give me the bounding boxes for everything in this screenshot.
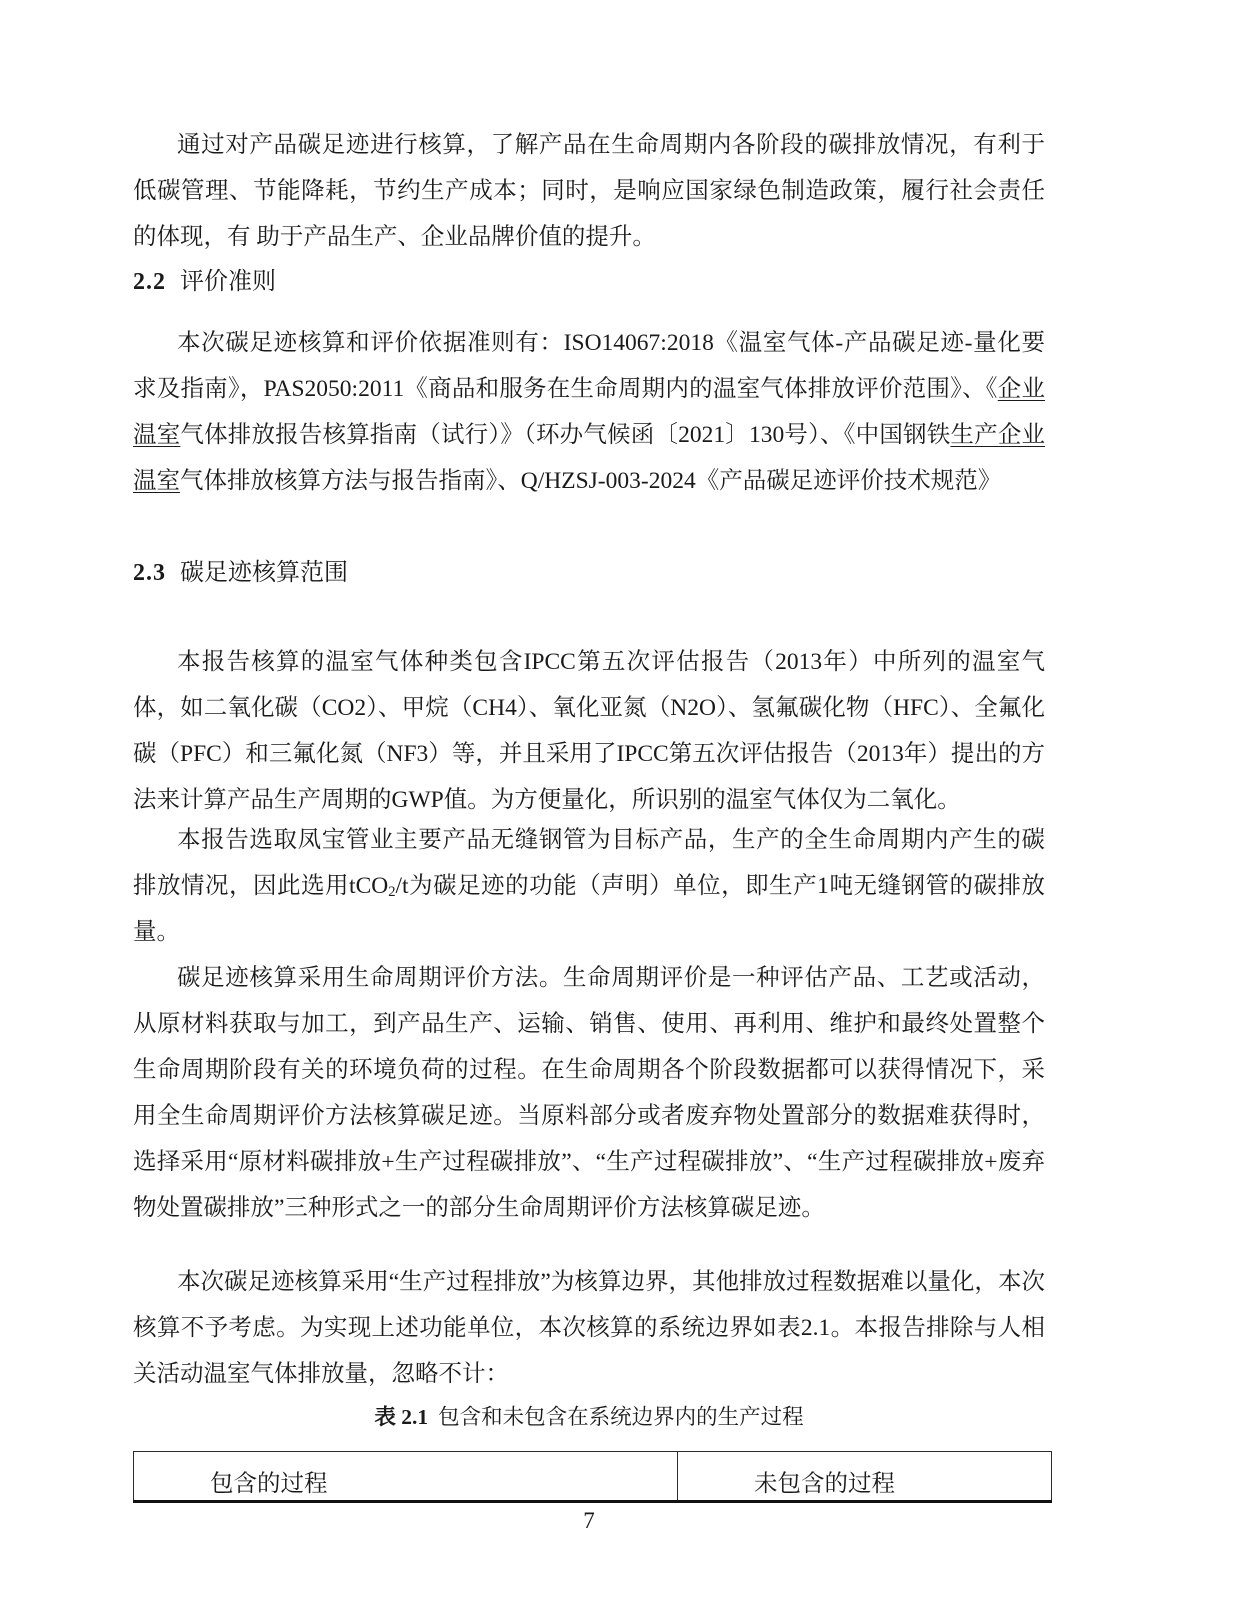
table-header-included-process: 包含的过程	[134, 1452, 678, 1502]
heading-2-3	[133, 550, 1045, 596]
table-header-excluded-process: 未包含的过程	[678, 1452, 1052, 1502]
table-caption-text: 包含和未包含在系统边界内的生产过程	[438, 1405, 804, 1429]
paragraph-evaluation-standards	[133, 320, 1045, 504]
paragraph-functional-unit	[133, 817, 1045, 955]
table-2-1	[133, 1451, 1052, 1503]
underlined-text-2: 生产企业温室	[133, 422, 1046, 494]
standards-text-segment-b: 气体排放报告核算指南（试行）》（环办气候函〔2021〕130号）、《中国钢铁	[180, 422, 951, 448]
underlined-text-1: 企业温室	[133, 376, 1046, 448]
paragraph-lca-method: 碳足迹核算采用生命周期评价方法。生命周期评价是一种评估产品、工艺或活动，从原材料获取与加工，到产品生产、运输、销售、使用、再利用、维护和最终处置整个生命周期阶段有关的环境负荷的过程。在生命周期各个阶段数据都可以获得情况下，采用全生命周期评价方法核算碳足迹。当原料部分或者废弃物处置部分的数据难获得时，选择采用“原材料碳排放+生产过程碳排放”、“生产过程碳排放”、“生产过程碳排放+废弃物处置碳排放”三种形式之一的部分生命周期评价方法核算碳足迹。	[133, 965, 1045, 1221]
heading-2-3-number: 2.3	[133, 560, 166, 586]
heading-2-2	[133, 259, 1045, 305]
table-header-row	[134, 1452, 1052, 1502]
table-caption-label: 表 2.1	[374, 1405, 429, 1429]
paragraph-ghg-scope: 本报告核算的温室气体种类包含IPCC第五次评估报告（2013年）中所列的温室气体，如二氧化碳（CO2）、甲烷（CH4）、氧化亚氮（N2O）、氢氟碳化物（HFC）、全氟化碳（PFC）和三氟化氮（NF3）等，并且采用了IPCC第五次评估报告（2013年）提出的方法来计算产品生产周期的GWP值。为方便量化，所识别的温室气体仅为二氧化。	[133, 649, 1045, 813]
heading-2-2-number: 2.2	[133, 269, 166, 295]
standards-text-segment-c: 气体排放核算方法与报告指南》、Q/HZSJ-003-2024《产品碳足迹评价技术规范》	[180, 468, 1002, 494]
functional-unit-segment-a: 本报告选取凤宝管业主要产品无缝钢管为目标产品，生产的全生命周期内产生的碳排放情况，因此选用tCO	[133, 827, 1045, 899]
table-caption	[133, 1402, 1045, 1432]
paragraph-carbon-benefits: 通过对产品碳足迹进行核算，了解产品在生命周期内各阶段的碳排放情况，有利于低碳管理、节能降耗，节约生产成本；同时，是响应国家绿色制造政策，履行社会责任的体现，有 助于产品生产、企业品牌价值的提升。	[133, 132, 1045, 250]
heading-2-2-title: 评价准则	[180, 269, 276, 295]
functional-unit-segment-b: /t为碳足迹的功能（声明）单位，即生产1吨无缝钢管的碳排放量。	[133, 873, 1045, 945]
paragraph-system-boundary: 本次碳足迹核算采用“生产过程排放”为核算边界，其他排放过程数据难以量化，本次核算不予考虑。为实现上述功能单位，本次核算的系统边界如表2.1。本报告排除与人相关活动温室气体排放量，忽略不计：	[133, 1269, 1045, 1387]
page-number: 7	[583, 1508, 595, 1533]
co2-subscript: 2	[388, 883, 396, 900]
heading-2-3-title: 碳足迹核算范围	[180, 560, 348, 586]
standards-text-segment-a: 本次碳足迹核算和评价依据准则有：ISO14067:2018《温室气体-产品碳足迹-量化要求及指南》，PAS2050:2011《商品和服务在生命周期内的温室气体排放评价范围》、《	[133, 330, 1045, 402]
